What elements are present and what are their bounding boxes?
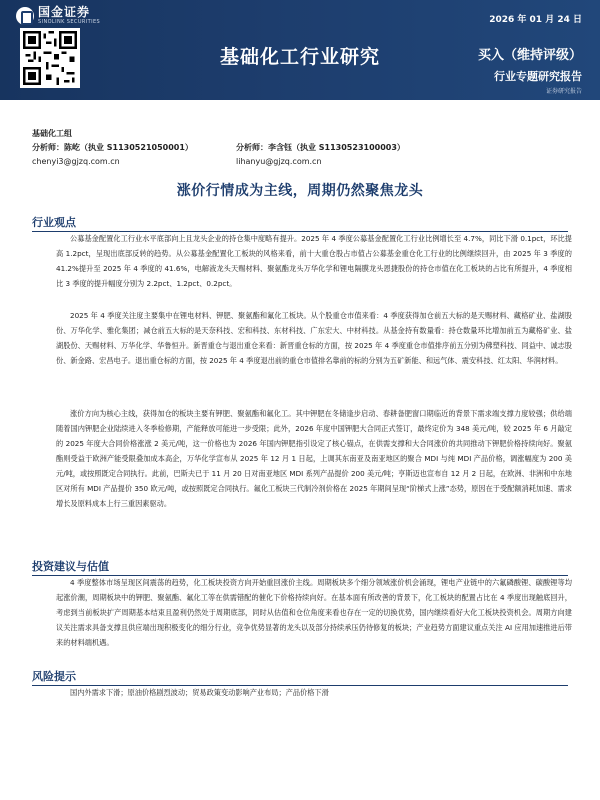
section-risk-title: 风险提示 (32, 668, 568, 686)
analyst-1-label: 分析师：陈屹（执业 S1130521050001） (32, 143, 193, 152)
report-type: 行业专题研究报告 (494, 70, 582, 83)
company-logo (16, 6, 100, 25)
analyst-block (32, 127, 405, 169)
report-series-title: 基础化工行业研究 (219, 46, 380, 68)
logo-name-cn: 国金证券 (38, 5, 91, 19)
analyst-group: 基础化工组 (32, 129, 72, 138)
report-header (0, 0, 600, 100)
logo-icon (16, 7, 34, 25)
viewpoint-paragraph-1: 公募基金配置化工行业水平底部向上且龙头企业的持仓集中度略有提升。2025 年 4 季度公募基金配置化工行业比例增长至 4.7%，同比下滑 0.1pct，环比提高 1.2pct，呈现出底部反转的趋势。从公募基金配置化工板块的风格来看，前十大重仓股占市值占公募基金重仓化工行业的比例继续回升，由 2025 年 3 季度的 41.2%提升至 2025 年 4 季度的 41.6%，电解液龙头天赐材料、聚氨酯龙头万华化学和锂电隔膜龙头恩捷股份的持仓市值在化工板块的占比有所提升，4 季度相比 3 季度的提升幅度分别为 2.2pct、1.2pct、0.2pct。 (56, 234, 572, 288)
viewpoint-paragraph-3: 涨价方向为核心主线，获得加仓的板块主要有钾肥、聚氨酯和氟化工。其中钾肥在冬储逢步启动、春耕备肥窗口期临近的背景下需求端支撑力度较强；供给端随着国内钾肥企业陆续进入冬季检修期，产能释放可能进一步受限；此外，2026 年度中国钾肥大合同正式签订，最终定价为 348 美元/吨，较 2025 年 6 月敲定的 2025 年度大合同价格涨涨 2 美元/吨，这一价格也为 2026 年国内钾肥指引设定了核心锚点，在供需支撑和大合同涨价的共同推动下钾肥价格持续向好。聚氨酯则受益于欧洲产能受限叠加成本高企，万华化学宣布从 2025 年 12 月 1 日起，上调其东南亚及南亚地区的聚合 MDI 与纯 MDI 产品价格，调涨幅度为 200 美元/吨，或按照既定合同执行。此前，巴斯夫已于 11 月 20 日对南亚地区 MDI 系列产品提价 200 美元/吨；亨斯迈也宣布自 12 月 2 日起，在欧洲、非洲和中东地区对所有 MDI 产品提价 350 欧元/吨，或按照既定合同执行。氟化工板块三代制冷剂价格在 2025 年期间呈现“阶梯式上涨”态势，原因在于受配额消耗加速、需求增长及原料成本上行三重因素驱动。 (56, 409, 572, 508)
viewpoint-paragraph-2: 2025 年 4 季度关注度主要集中在锂电材料、钾肥、聚氨酯和氟化工板块。从个股重仓市值来看：4 季度获得加仓前五大标的是天赐材料、藏格矿业、盐湖股份、万华化学、雅化集团；减仓前五大标的是天奈科技、宏和科技、东材科技、广东宏大、中材科技。从基金持有数量看：持仓数量环比增加前五为藏格矿业、盐湖股份、天赐材料、万华化学、华鲁恒升。新晋重仓与退出重仓来看：新晋重仓标的方面，按 2025 年 4 季度重仓市值排序前五分别为佛塑科技、同益中、诚志股份、新金路、宏昌电子。退出重仓标的方面，按 2025 年 4 季度退出前的重仓市值排名靠前的标的分别为五矿新能、和远气体、震安科技、红太阳、华润材料。 (56, 311, 572, 365)
invest-paragraph: 4 季度整体市场呈现区间震荡的趋势，化工板块投资方向开始重回涨价主线。周期板块多个细分领域涨价机会涌现，锂电产业链中的六氟磷酸锂、碳酸锂等均起涨价潮，周期板块中的钾肥、聚氨酯、氟化工等在供需错配的催化下价格持续向好。在基本面有所改善的背景下，化工板块的配置占比在 4 季度出现触底回升，考虑到当前板块扩产周期基本结束且盈利仍然处于周期底部，同时从估值和仓位角度来看也存在一定的切换优势，国内继续看好大化工板块投资机会。周期方向建议关注需求具备支撑且供应端出现积极变化的细分行业，竞争优势显著的龙头以及部分持续承压仍待修复的板块；产业趋势方面建议重点关注 AI 应用加速推进后带来的材料端机遇。 (56, 578, 572, 647)
section-viewpoint-title: 行业观点 (32, 214, 568, 232)
section-invest-title: 投资建议与估值 (32, 558, 568, 576)
logo-name-en: SINOLINK SECURITIES (38, 19, 101, 25)
analyst-2-label: 分析师：李含钰（执业 S1130523100003） (236, 143, 405, 152)
report-main-title: 涨价行情成为主线，周期仍然聚焦龙头 (176, 183, 424, 199)
report-sub-label: 证券研究报告 (545, 88, 582, 95)
analyst-1-email[interactable]: chenyi3@gjzq.com.cn (32, 157, 120, 166)
rating-label: 买入（维持评级） (477, 48, 582, 63)
report-date: 2026 年 01 月 24 日 (489, 15, 582, 25)
risk-paragraph: 国内外需求下滑；原油价格剧烈波动；贸易政策变动影响产业布局；产品价格下滑 (70, 688, 329, 697)
analyst-2-email[interactable]: lihanyu@gjzq.com.cn (236, 157, 322, 166)
